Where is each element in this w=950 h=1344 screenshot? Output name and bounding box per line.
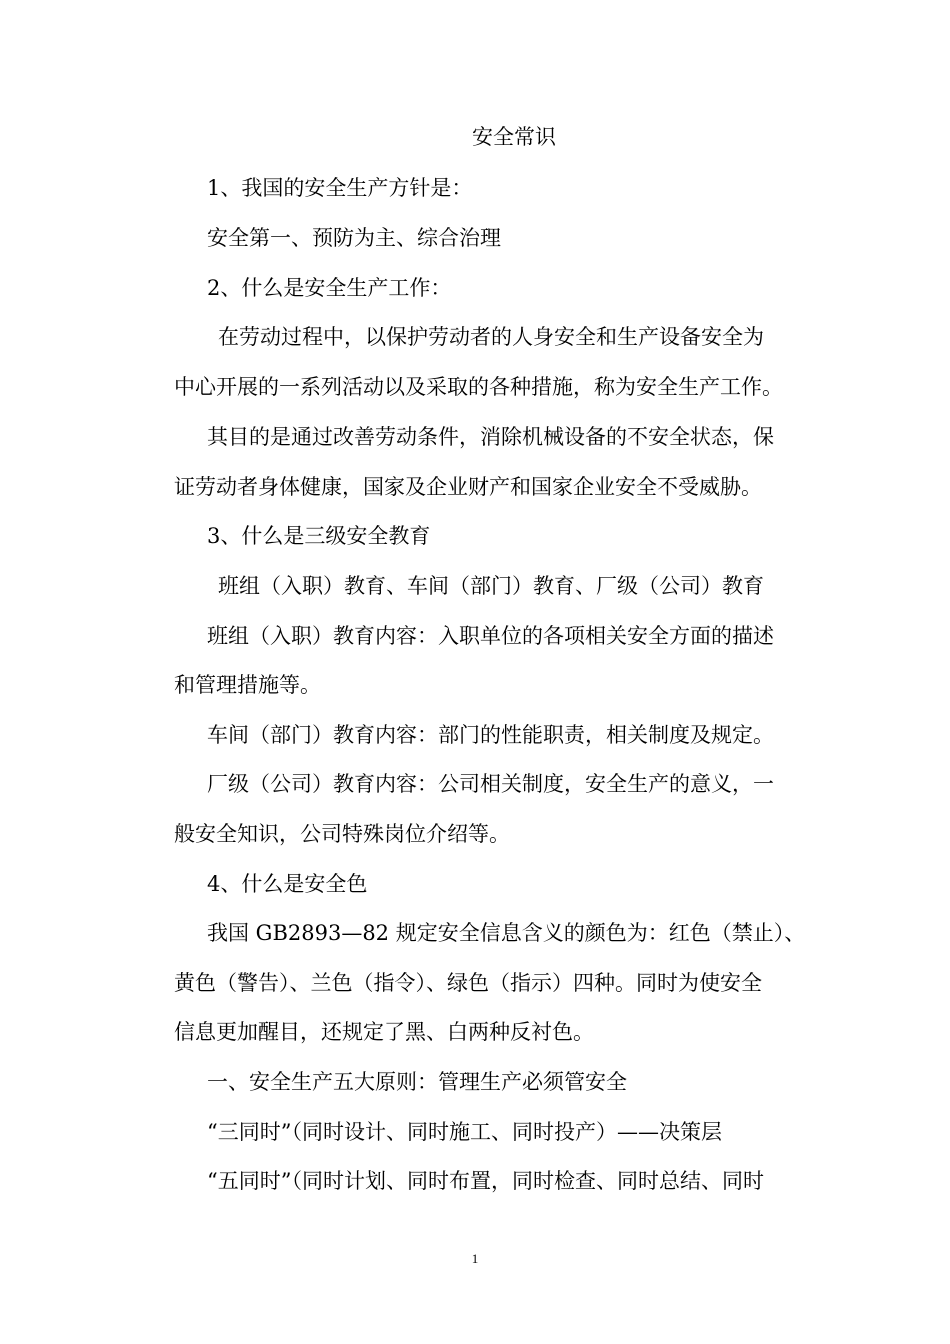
- paragraph-line: 和管理措施等。: [174, 673, 321, 697]
- paragraph-line: “三同时”（同时设计、同时施工、同时投产）——决策层: [207, 1120, 722, 1144]
- document-title: 安全常识: [472, 125, 556, 149]
- paragraph-line: 1、我国的安全生产方针是：: [207, 176, 473, 200]
- paragraph-line: 班组（入职）教育内容：入职单位的各项相关安全方面的描述: [207, 624, 774, 648]
- paragraph-line: 4、什么是安全色: [207, 872, 368, 896]
- paragraph-line: 证劳动者身体健康，国家及企业财产和国家企业安全不受威胁。: [174, 475, 762, 499]
- paragraph-line: 中心开展的一系列活动以及采取的各种措施，称为安全生产工作。: [174, 375, 783, 399]
- paragraph-line: 班组（入职）教育、车间（部门）教育、厂级（公司）教育: [218, 574, 764, 598]
- page-number: 1: [471, 1251, 479, 1266]
- paragraph-line: “五同时”（同时计划、同时布置，同时检查、同时总结、同时: [207, 1169, 764, 1193]
- paragraph-line: 车间（部门）教育内容：部门的性能职责，相关制度及规定。: [207, 723, 774, 747]
- paragraph-line: 我国 GB2893—82 规定安全信息含义的颜色为：红色（禁止）、: [207, 921, 806, 945]
- paragraph-line: 厂级（公司）教育内容：公司相关制度，安全生产的意义，一: [207, 772, 774, 796]
- paragraph-line: 2、什么是安全生产工作：: [207, 276, 452, 300]
- paragraph-line: 般安全知识，公司特殊岗位介绍等。: [174, 822, 510, 846]
- paragraph-line: 在劳动过程中，以保护劳动者的人身安全和生产设备安全为: [218, 325, 764, 349]
- paragraph-line: 一、安全生产五大原则：管理生产必须管安全: [207, 1070, 627, 1094]
- paragraph-line: 其目的是通过改善劳动条件，消除机械设备的不安全状态，保: [207, 425, 774, 449]
- paragraph-line: 信息更加醒目，还规定了黑、白两种反衬色。: [174, 1020, 594, 1044]
- paragraph-line: 安全第一、预防为主、综合治理: [207, 226, 501, 250]
- paragraph-line: 黄色（警告）、兰色（指令）、绿色（指示）四种。同时为使安全: [174, 971, 762, 995]
- paragraph-line: 3、什么是三级安全教育: [207, 524, 431, 548]
